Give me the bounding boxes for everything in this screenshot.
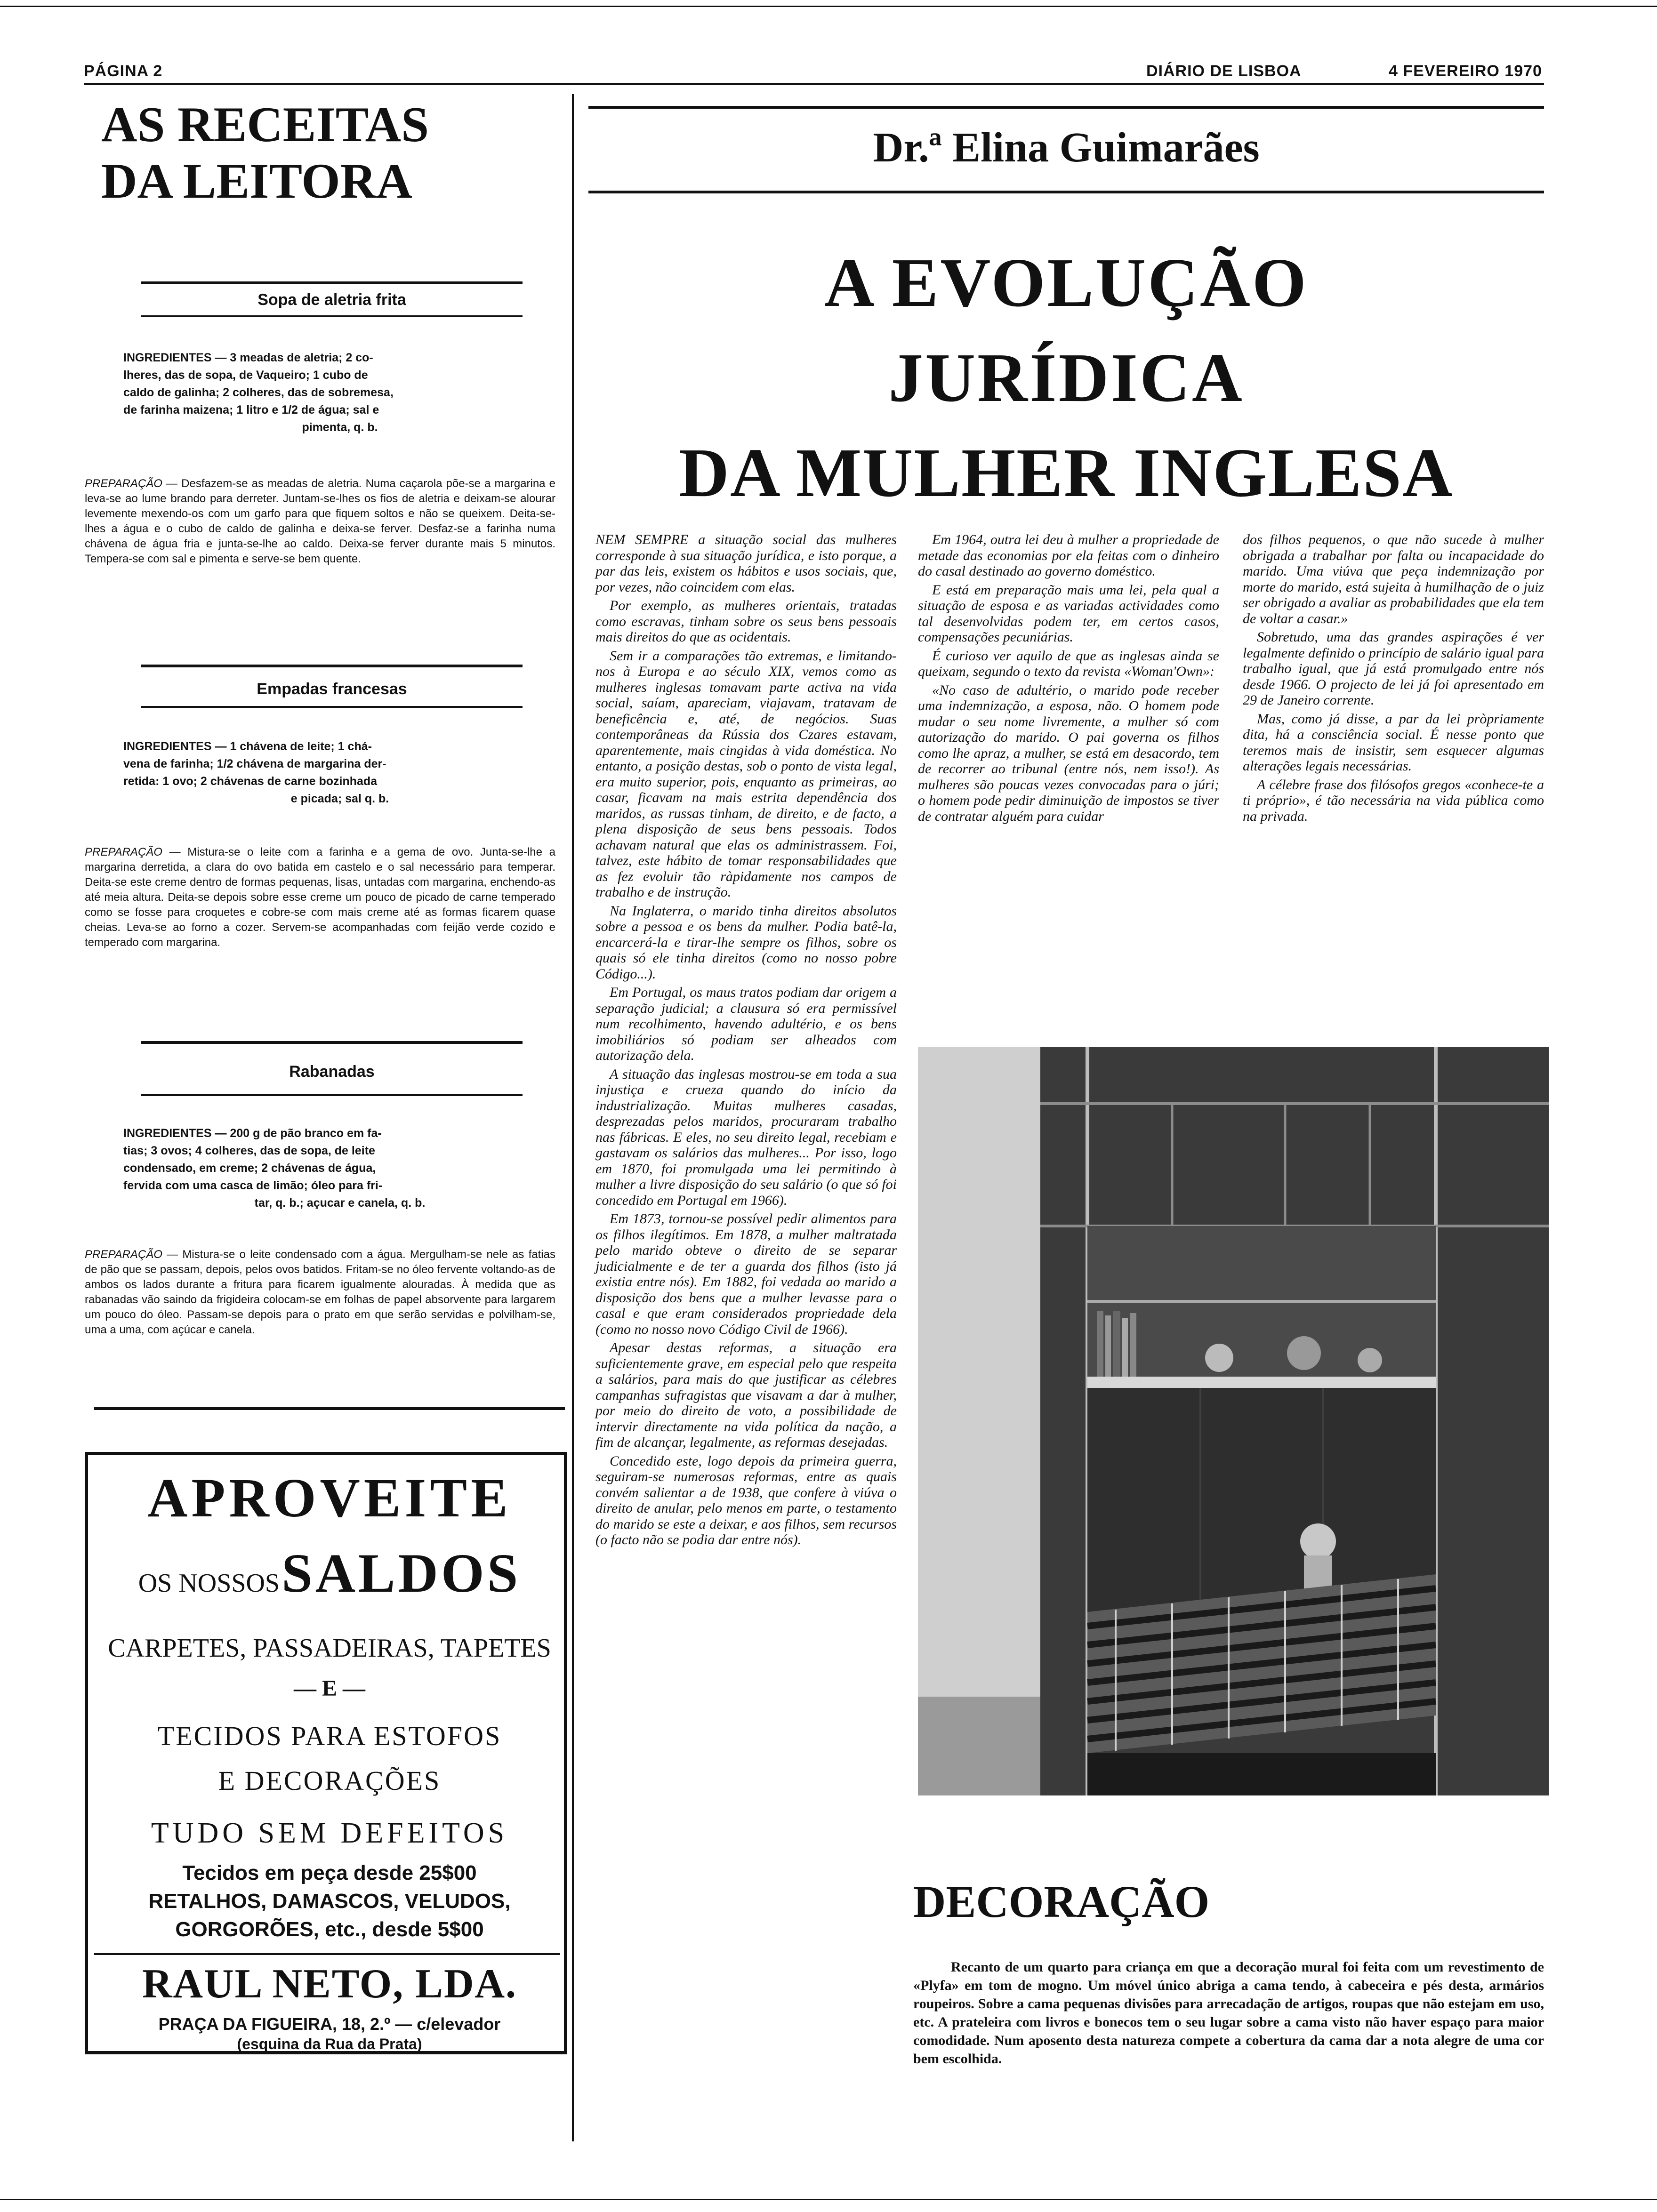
- page-number: PÁGINA 2: [84, 62, 163, 80]
- ad-headline: APROVEITE: [147, 1467, 512, 1529]
- recipe-ingredients: INGREDIENTES — 200 g de pão branco em fa- tias; 3 ovos; 4 colheres, das de sopa, de leite condensado, em creme; 2 chávenas de água, fervida com uma casca de limão; óleo para fri- tar, q. b.; açucar e canela, q. b.: [123, 1127, 426, 1210]
- recipes-end-rule: [94, 1407, 565, 1410]
- article-author-rule-top: [588, 106, 1544, 109]
- paragraph: Em 1873, tornou-se possível pedir alimentos para os filhos ilegítimos. Em 1878, a mulher maltratada pelo marido obteve o direito de se separar judicialmente e de ter a guarda dos filhos (isto já existia entre nós). Em 1882, foi vedada ao marido a disposição dos bens que a mulher levasse para o casal e que eram considerados propriedade dela (como no nosso novo Código Civil de 1966).: [595, 1211, 897, 1337]
- article-headline: [588, 235, 1544, 521]
- paragraph: Por exemplo, as mulheres orientais, tratadas como escravas, tinham sobre os seus bens pessoais mais direitos do que as ocidentais.: [595, 598, 897, 645]
- decoration-title: DECORAÇÃO: [913, 1876, 1210, 1927]
- paragraph: Mas, como já disse, a par da lei pròpriamente dita, há a consciência social. É nesse ponto que teremos mais de insistir, sem esquecer algumas alterações legais necessárias.: [1243, 711, 1544, 774]
- bedroom-photo-illustration: [918, 1047, 1549, 1795]
- page-bottom-border: [0, 2199, 1657, 2200]
- decoration-caption: Recanto de um quarto para criança em que a decoração mural foi feita com um revestimento de «Plyfa» em tom de mogno. Um móvel único abriga a cama tendo, à cabeceira e pés desta, armários roupeiros. Sobre a cama pequenas divisões para arrecadação de artigos, roupas que não estejam em uso, etc. A prateleira com livros e bonecos tem o seu lugar sobre a cama visto não haver espaço para maior comodidade. Num aposento desta natureza compete a cobertura da cama dar a nota alegre de uma cor bem escolhida.: [913, 1959, 1544, 2067]
- paragraph: Sobretudo, uma das grandes aspirações é ver legalmente definido o princípio de salário igual para trabalho igual, que já está promulgado entre nós desde 1966. O projecto de lei já foi apresentado em 29 de Janeiro corrente.: [1243, 629, 1544, 708]
- ad-no-defects: TUDO SEM DEFEITOS: [151, 1817, 508, 1849]
- recipe-preparation: PREPARAÇÃO — Mistura-se o leite condensado com a água. Mergulham-se nele as fatias de pão que se passam, depois, pelos ovos batidos. Fritam-se no óleo fervente voltando-as de ambos os lados durante a fritura para ficarem igualmente alouradas. À medida que as rabanadas vão saindo da frigideira colocam-se em folhas de papel absorvente para largarem um pouco do óleo. Passam-se depois para o prato em que serão servidas e polvilham-se, uma a uma, com açúcar e canela.: [85, 1248, 555, 1336]
- paragraph: A situação das inglesas mostrou-se em toda a sua injustiça e crueza quando do início da industrialização. Muitas mulheres casadas, desprezadas pelos maridos, procuraram trabalho nas fábricas. E eles, no seu direito legal, recebiam e gastavam os salários das mulheres... Por isso, logo em 1870, foi promulgada uma lei permitindo à mulher a livre disposição do seu salário (o que só foi concedido em Portugal em 1966).: [595, 1066, 897, 1208]
- paragraph: NEM SEMPRE a situação social das mulheres corresponde à sua situação jurídica, e isto porque, a par das leis, existem os hábitos e usos sociais, que, por vezes, não coincidem com elas.: [595, 532, 897, 595]
- paragraph: «No caso de adultério, o marido pode receber uma indemnização, a esposa, não. O homem pode mudar o seu nome livremente, a mulher só com autorização do marido. O pai governa os filhos como lhe apraz, a mulher, se está em desacordo, tem de recorrer ao tribunal (entre nós, nem isso!). As mulheres são poucas vezes convocadas para o júri; o homem pode pedir diminuição de impostos se tiver de contratar alguém para cuidar: [918, 682, 1219, 824]
- recipe-rule-top: [141, 281, 523, 284]
- ad-decor: E DECORAÇÕES: [218, 1765, 441, 1796]
- headline-line-2: JURÍDICA: [888, 339, 1244, 417]
- article-column-2: [918, 532, 1219, 827]
- headline-line-1: A EVOLUÇÃO: [824, 244, 1308, 321]
- recipes-title-line-2: DA LEITORA: [101, 153, 412, 208]
- ad-e: — E —: [293, 1676, 365, 1701]
- paragraph: Na Inglaterra, o marido tinha direitos absolutos sobre a pessoa e os bens da mulher. Podia batê-la, encarcerá-la e tirar-lhe sempre os filhos, sobre os quais só ele tinha direitos (como no nosso pobre Código...).: [595, 903, 897, 982]
- recipe-rule-top: [141, 1041, 523, 1044]
- paragraph: Apesar destas reformas, a situação era suficientemente grave, em especial pelo que respeita a salários, para mais do que justificar as célebres campanhas sufragistas que visavam a dar à mulher, por meio do direito de voto, a possibilidade de intervir directamente na vida política da nação, a fim de alcançar, legalmente, as reformas desejadas.: [595, 1340, 897, 1450]
- recipe-title: Rabanadas: [289, 1063, 375, 1081]
- paragraph: E está em preparação mais uma lei, pela qual a situação de esposa e as variadas actividades como tal desenvolvidas podem ter, em certos casos, compensações pecuniárias.: [918, 582, 1219, 645]
- ad-company: RAUL NETO, LDA.: [142, 1961, 517, 2007]
- recipe-title: Empadas francesas: [257, 680, 407, 698]
- paragraph: Em Portugal, os maus tratos podiam dar origem a separação judicial; a clausura só era permissível num recolhimento, havendo adultério, e os bens imobiliários só podiam ser alheados com autorização dela.: [595, 985, 897, 1063]
- article-column-3: [1243, 532, 1544, 827]
- ad-carpets: CARPETES, PASSADEIRAS, TAPETES: [108, 1634, 551, 1663]
- article-author-rule-bottom: [588, 191, 1544, 193]
- article-author: Dr.ª Elina Guimarães: [873, 124, 1260, 171]
- paragraph: dos filhos pequenos, o que não sucede à mulher obrigada a trabalhar por falta ou incapacidade do marido. Uma viúva que peça indemnização por morte do marido, está sujeita à humilhação de o juiz ser obrigado a avaliar as probabilidades que ela tem de voltar a casar.»: [1243, 532, 1544, 626]
- paragraph: Em 1964, outra lei deu à mulher a propriedade de metade das economias por ela feitas com o dinheiro do casal destinado ao governo doméstico.: [918, 532, 1219, 579]
- ad-os-nossos: OS NOSSOS: [138, 1569, 280, 1598]
- ad-remnants: RETALHOS, DAMASCOS, VELUDOS,: [148, 1890, 511, 1913]
- ad-address-2: (esquina da Rua da Prata): [237, 2036, 422, 2052]
- newspaper-name: DIÁRIO DE LISBOA: [1146, 62, 1302, 80]
- ad-saldos: SALDOS: [282, 1542, 521, 1604]
- headline-line-3: DA MULHER INGLESA: [679, 434, 1454, 512]
- ad-address: PRAÇA DA FIGUEIRA, 18, 2.º — c/elevador: [158, 2014, 501, 2034]
- ad-saldos-line: [94, 1541, 565, 1605]
- recipe-rule-bottom: [141, 706, 523, 708]
- article-column-1: [595, 532, 897, 1551]
- issue-date: 4 FEVEREIRO 1970: [1389, 62, 1542, 80]
- recipe-title: Sopa de aletria frita: [257, 291, 406, 309]
- recipe-ingredients: INGREDIENTES — 1 chávena de leite; 1 chá- vena de farinha; 1/2 chávena de margarina der- retida: 1 ovo; 2 chávenas de carne bozinhada e picada; sal q. b.: [123, 740, 389, 805]
- recipe-preparation: PREPARAÇÃO — Desfazem-se as meadas de aletria. Numa caçarola põe-se a margarina e leva-se ao lume brando para derreter. Juntam-se-lhes os fios de aletria e deixam-se alourar levemente mexendo-os com um garfo para que fiquem soltos e não se queixem. Deita-se-lhes a água e o cubo de caldo de galinha e deixa-se ferver. Desfaz-se a farinha numa chávena de água fria e junta-se-lhe ao caldo. Deixa-se ferver durante mais 5 minutos. Tempera-se com sal e pimenta e serve-se bem quente.: [85, 477, 555, 565]
- paragraph: A célebre frase dos filósofos gregos «conhece-te a ti próprio», é tão necessária na vida pública como na privada.: [1243, 777, 1544, 824]
- paragraph: Concedido este, logo depois da primeira guerra, seguiram-se numerosas reformas, entre as quais convém salientar a de 1938, que confere à viúva o direito de anular, pelo menos em parte, o testamento do marido se este a deixar, e aos filhos, sem recursos (o facto não se podia dar entre nós).: [595, 1453, 897, 1547]
- ad-price-1: Tecidos em peça desde 25$00: [182, 1861, 477, 1884]
- header-rule: [84, 83, 1544, 85]
- bedroom-photo: [918, 1047, 1549, 1795]
- ad-price-2: GORGORÕES, etc., desde 5$00: [175, 1918, 484, 1941]
- recipes-column-title: [101, 96, 429, 209]
- recipe-rule-top: [141, 665, 523, 667]
- recipe-ingredients: INGREDIENTES — 3 meadas de aletria; 2 co- lheres, das de sopa, de Vaqueiro; 1 cubo de caldo de galinha; 2 colheres, das de sobremesa, de farinha maizena; 1 litro e 1/2 de água; sal e pimenta, q. b.: [123, 351, 394, 434]
- recipe-rule-bottom: [141, 315, 523, 317]
- page-top-border: [0, 6, 1657, 7]
- column-divider: [572, 94, 574, 2141]
- recipes-title-line-1: AS RECEITAS: [101, 97, 429, 152]
- paragraph: Sem ir a comparações tão extremas, e limitando-nos à Europa e ao século XIX, vemos como as mulheres inglesas tomavam parte activa na vida social, saíam, apareciam, viajavam, tratavam de beneficência e, até, de negócios. Suas contemporâneas da Rússia dos Czares estavam, aparentemente, mais cingidas à vida doméstica. No entanto, a posição destas, sob o ponto de vista legal, era muito superior, pois, enquanto as primeiras, ao casar, ficavam na mais estrita dependência dos maridos, as russas tinham, de direito, e de facto, a plena disposição de seus bens pessoais. Todos achavam natural que elas os administrassem. Foi, talvez, este hábito de tomar responsabilidades que as fez evoluir tão ràpidamente nos campos de trabalho e de instrução.: [595, 648, 897, 900]
- ad-fabrics: TECIDOS PARA ESTOFOS: [157, 1721, 502, 1751]
- recipe-rule-bottom: [141, 1094, 523, 1096]
- recipe-preparation: PREPARAÇÃO — Mistura-se o leite com a farinha e a gema de ovo. Junta-se-lhe a margarina derretida, a clara do ovo batida em castelo e o sal necessário para temperar. Deita-se este creme dentro de formas pequenas, lisas, untadas com margarina, enchendo-as até meia altura. Deita-se depois sobre esse creme um pouco de picado de carne temperado como se fosse para croquetes e cobre-se com mais creme até as formas ficarem quase cheias. Leva-se ao forno a cozer. Servem-se acompanhadas com feijão verde cozido e temperado com margarina.: [85, 846, 555, 949]
- paragraph: É curioso ver aquilo de que as inglesas ainda se queixam, segundo o texto da revista «Woman'Own»:: [918, 648, 1219, 679]
- ad-rule: [94, 1953, 560, 1955]
